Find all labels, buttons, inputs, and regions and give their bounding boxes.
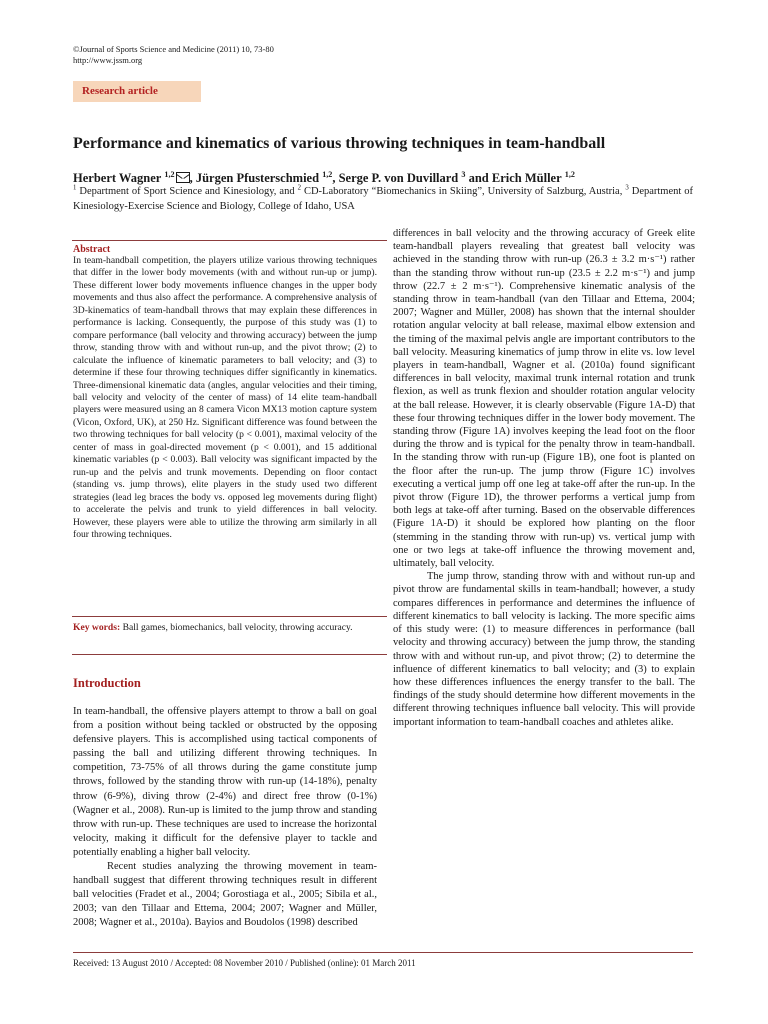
keywords-text: Ball games, biomechanics, ball velocity, throwing accuracy. bbox=[122, 622, 353, 633]
author-name: Serge P. von Duvillard bbox=[338, 171, 459, 185]
keywords-bottom-rule bbox=[72, 654, 387, 655]
affiliation-1: Department of Sport Science and Kinesiology, and bbox=[79, 186, 295, 197]
article-type-badge: Research article bbox=[73, 81, 201, 102]
paragraph: In team-handball, the offensive players attempt to throw a ball on goal from a position without being tackled or obstructed by the opposing defensive players. This is accomplished using tactical components of passing the ball and utilizing different throwing techniques. In competition, 73-75% of all throws during the game constitute jump throws, followed by the standing throw with run-up (14-18%), penalty throw (6-9%), diving throw (2-4%) and direct free throw (0-1%) (Wagner et al., 2008). Run-up is limited to the jump throw and standing throw with run-up. These techniques are used to increase the horizontal velocity, making it difficult for the defensive player to tackle and potentially enabling a higher ball velocity. bbox=[73, 706, 377, 858]
affil-sup: 3 bbox=[625, 184, 629, 192]
author-affil-sup: 1,2 bbox=[564, 169, 575, 179]
abstract-heading: Abstract bbox=[73, 244, 111, 255]
author-affil-sup: 1,2 bbox=[164, 169, 175, 179]
abstract-top-rule bbox=[72, 240, 387, 241]
email-icon[interactable] bbox=[176, 172, 190, 183]
affil-sup: 2 bbox=[297, 184, 301, 192]
author-name: Herbert Wagner bbox=[73, 171, 162, 185]
paragraph-continued: differences in ball velocity and the throwing accuracy of Greek elite team-handball players revealing that greatest ball velocity was achieved in the standing throw with run-up (26.3 ± 3.2 m·s⁻¹) rather than the standing throw without run-up (23.5 ± 2.2 m·s⁻¹) and jump throw (22.7 ± 2 m·s⁻¹). Comprehensive kinematic analysis of the standing throw in team-handball (van den Tillaar and Ettema, 2004; 2007; Wagner and Müller, 2008) has shown that the internal shoulder rotation angular velocity at ball release, maximal elbow extension and the timing of the maximal pelvis angle are important contributors to the ball velocity. Measuring kinematics of jump throw in elite vs. low level players in team-handball, Wagner et al. (2010a) found significant differences in ball velocity, maximal trunk internal rotation and trunk flexion, as well as trunk flexion and shoulder rotation angular velocity at the ball release. However, it is clearly observable (Figure 1A-D) that these four throwing techniques differ in the lower body movement. The standing throw (Figure 1A) involves keeping the lead foot on the floor during the throw and is typical for the penalty throw in team-handball. In the standing throw with run-up (Figure 1B), one foot is planted on the floor after the run-up. The jump throw (Figure 1C) involves executing a vertical jump off one leg at take-off after the run-up. In the pivot throw (Figure 1D), the thrower performs a vertical jump from both legs at take-off after turning. Based on the observable differences (Figure 1A-D) it should be explored how planting on the floor (stemming in the standing throw with run-up) vs. vertical jump with one or two legs at take-off influence the throwing movement and, ultimately, ball velocity. bbox=[393, 228, 695, 570]
received-dates-footer: Received: 13 August 2010 / Accepted: 08 November 2010 / Published (online): 01 March 2011 bbox=[73, 952, 693, 969]
journal-citation: ©Journal of Sports Science and Medicine (2011) 10, 73-80 bbox=[73, 44, 274, 54]
author-name: Erich Müller bbox=[491, 171, 562, 185]
paper-title: Performance and kinematics of various throwing techniques in team-handball bbox=[73, 135, 606, 152]
paragraph: Recent studies analyzing the throwing movement in team-handball suggest that different throwing techniques result in different ball velocities (Fradet et al., 2004; Gorostiaga et al., 2005; Sibila et al., 2003; van den Tillaar and Ettema, 2004; 2007; Wagner and Müller, 2008; Wagner et al., 2010a). Bayios and Boudolos (1998) described bbox=[73, 861, 377, 929]
author-affil-sup: 1,2 bbox=[322, 169, 333, 179]
paragraph: The jump throw, standing throw with and without run-up and pivot throw are fundamental skills in team-handball; however, a study compares differences in performance and determines the influence of different kinematics to ball velocity is lacking. The more specific aims of this study were: (1) to measure differences in performance (ball velocity and throwing accuracy) between the jump throw, the standing throw with and without run-up, and pivot throw; (2) to determine the influence of different kinematics to ball velocity; and (3) to explain how these differences influences the energy transfer to the ball. The findings of the study should determine how different movements in the different throwing techniques influence ball velocity. This will provide important information to team-handball coaches and athletes alike. bbox=[393, 571, 695, 728]
right-column-text bbox=[393, 227, 695, 729]
affiliation-2: CD-Laboratory “Biomechanics in Skiing”, University of Salzburg, Austria, bbox=[303, 186, 623, 197]
author-name: Jürgen Pfusterschmied bbox=[195, 171, 320, 185]
abstract-body: In team-handball competition, the players utilize various throwing techniques that differ in the lower body movements (with and without run-up or jump). These different lower body movements influence changes in the upper body movements and thus also affect the performance. A comprehensive analysis of 3D-kinematics of team-handball throws that may explain these differences in performance is lacking. Consequently, the purpose of this study was (1) to compare performance (ball velocity and throwing accuracy) between the jump throw, standing throw with and without run-up, and the pivot throw; (2) to calculate the influence of kinematic parameters to ball velocity; and (3) to determine if these four throwing techniques differ significantly in kinematics. Three-dimensional kinematic data (angles, angular velocities and their timing, ball velocity and velocity of the center of mass) of 14 elite team-handball players were measured using an 8 camera Vicon MX13 motion capture system (Vicon, Oxford, UK), at 250 Hz. Significant difference was found between the two throwing techniques for ball velocity (p < 0.001), maximal velocity of the center of mass in goal-directed movement (p < 0.001), and 15 additional kinematic variables (p < 0.003). Ball velocity was significant impacted by the run-up and the pelvis and trunk movements. Depending on floor contact (standing vs. jump throws), elite players in the study used two different strategies (lead leg braces the body vs. opposed leg movements during flight) to accelerate the pelvis and trunk to yield differences in ball velocity. However, these players were able to utilize the throwing arm similarly in all four throwing techniques. bbox=[73, 255, 377, 540]
keywords-top-rule bbox=[72, 616, 387, 617]
keywords bbox=[73, 622, 377, 634]
keywords-label: Key words: bbox=[73, 622, 121, 633]
author-affil-sup: 3 bbox=[461, 169, 466, 179]
affiliations bbox=[73, 184, 693, 214]
author-list: Herbert Wagner $^{1,2}$ , Jürgen Pfusterschmied $^{1,2}$, Serge P. von Duvillard $^3$ and Erich Müller $^{1,2}$ bbox=[73, 169, 575, 185]
journal-url[interactable]: http://www.jssm.org bbox=[73, 55, 143, 65]
affil-sup: 1 bbox=[73, 184, 77, 192]
section-heading-introduction: Introduction bbox=[73, 676, 141, 690]
left-column-text bbox=[73, 705, 377, 931]
affiliation-3: Department of Kinesiology-Exercise Science and Biology, College of Idaho, USA bbox=[73, 186, 694, 212]
